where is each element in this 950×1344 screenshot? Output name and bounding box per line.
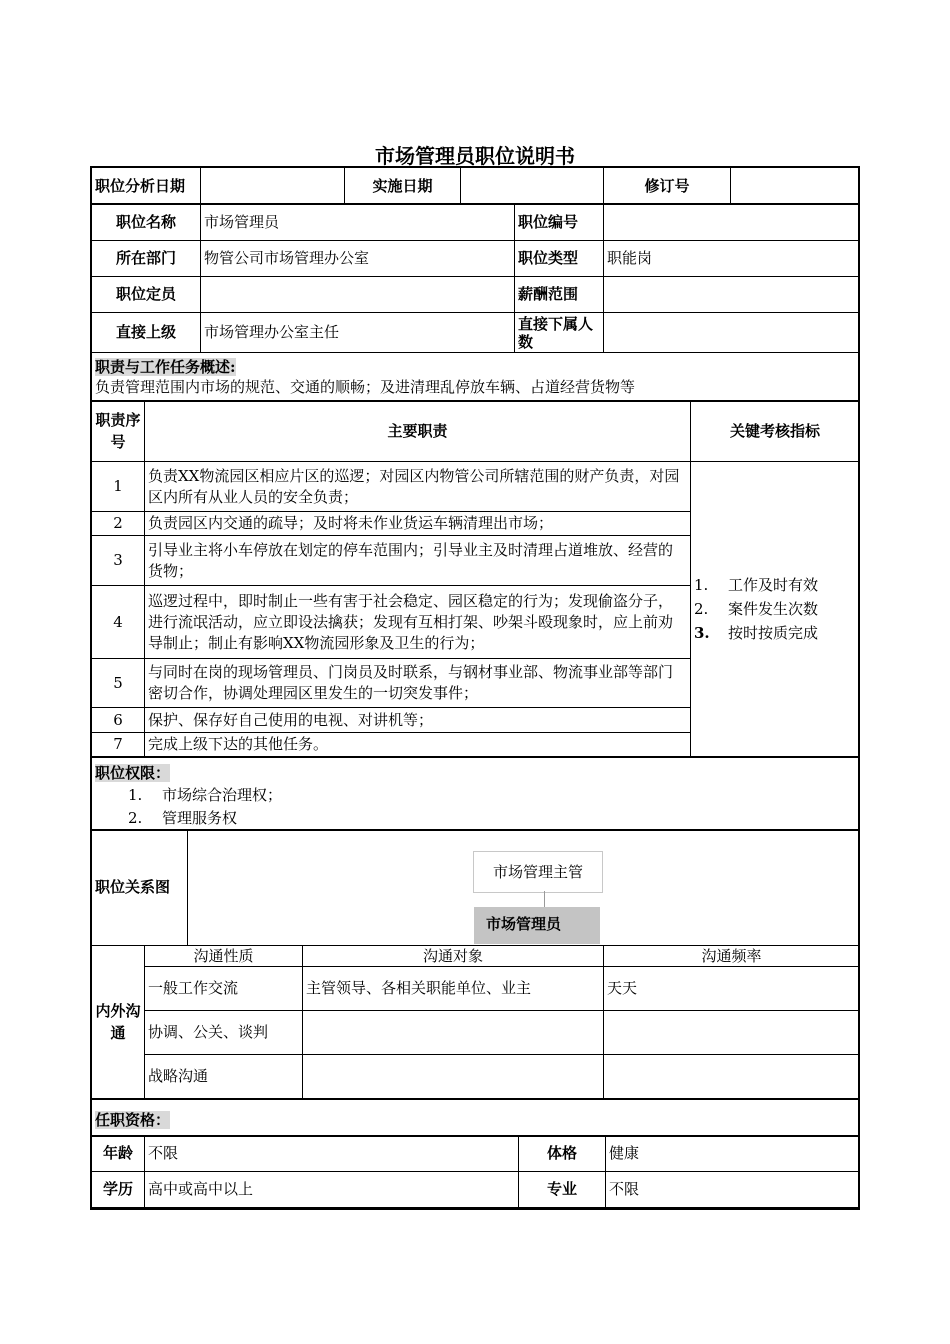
salary-range-value <box>604 277 860 313</box>
duty-text: 负责XX物流园区相应片区的巡逻；对园区内物管公司所辖范围的财产负责，对园区内所有从业人员的安全负责； <box>145 462 691 512</box>
duty-no: 2 <box>92 512 145 536</box>
kpi-header: 关键考核指标 <box>691 401 860 462</box>
duty-no-header: 职责序号 <box>92 401 145 462</box>
duty-no: 6 <box>92 708 145 733</box>
document-title: 市场管理员职位说明书 <box>375 144 575 168</box>
superior-label: 直接上级 <box>92 313 201 353</box>
duty-text: 负责园区内交通的疏导；及时将未作业货运车辆清理出市场； <box>145 512 691 536</box>
summary-label: 职责与工作任务概述: <box>95 358 236 376</box>
comm-nature: 协调、公关、谈判 <box>145 1011 303 1055</box>
effective-date-label: 实施日期 <box>345 168 461 205</box>
major-label: 专业 <box>519 1172 606 1208</box>
duty-text: 完成上级下达的其他任务。 <box>145 733 691 757</box>
headcount-value <box>201 277 515 313</box>
major-value: 不限 <box>606 1172 860 1208</box>
basic-info-table <box>91 204 860 353</box>
authority-label: 职位权限： <box>95 764 171 782</box>
duties-table <box>91 400 860 757</box>
comm-frequency: 天天 <box>604 967 860 1011</box>
age-value: 不限 <box>145 1136 519 1172</box>
relation-label: 职位关系图 <box>92 830 188 946</box>
position-name-label: 职位名称 <box>92 205 201 241</box>
header-table <box>91 167 860 205</box>
physique-value: 健康 <box>606 1136 860 1172</box>
duty-text: 与同时在岗的现场管理员、门岗员及时联系，与钢材事业部、物流事业部等部门密切合作，协调处理园区里发生的一切突发事件； <box>145 659 691 708</box>
analysis-date-field[interactable] <box>201 168 345 205</box>
qualification-section <box>91 1099 859 1137</box>
org-box-supervisor: 市场管理主管 <box>473 851 603 893</box>
kpi-item: 2. 案件发生次数 <box>694 600 819 618</box>
effective-date-field[interactable] <box>461 168 604 205</box>
subordinate-count-value <box>604 313 860 353</box>
comm-frequency-header: 沟通频率 <box>604 946 860 967</box>
kpi-item: 3. 按时按质完成 <box>694 624 819 642</box>
subordinate-count-label: 直接下属人数 <box>515 313 604 353</box>
duty-no: 1 <box>92 462 145 512</box>
superior-value: 市场管理办公室主任 <box>201 313 515 353</box>
authority-item: 2. 管理服务权 <box>128 809 238 827</box>
position-code-label: 职位编号 <box>515 205 604 241</box>
authority-item: 1. 市场综合治理权； <box>128 786 283 804</box>
physique-label: 体格 <box>519 1136 606 1172</box>
comm-target: 主管领导、各相关职能单位、业主 <box>303 967 604 1011</box>
position-code-value <box>604 205 860 241</box>
qualification-table <box>91 1135 860 1208</box>
qualification-label: 任职资格： <box>95 1111 171 1129</box>
summary-section <box>91 352 859 402</box>
duty-text: 引导业主将小车停放在划定的停车范围内；引导业主及时清理占道堆放、经营的货物； <box>145 536 691 586</box>
org-connector <box>544 891 545 907</box>
duty-no: 4 <box>92 586 145 659</box>
communication-label: 内外沟通 <box>92 946 145 1099</box>
duty-no: 7 <box>92 733 145 757</box>
authority-section <box>91 757 859 831</box>
position-name-value: 市场管理员 <box>201 205 515 241</box>
comm-frequency <box>604 1055 860 1099</box>
revision-label: 修订号 <box>604 168 731 205</box>
department-value: 物管公司市场管理办公室 <box>201 241 515 277</box>
education-value: 高中或高中以上 <box>145 1172 519 1208</box>
comm-nature: 一般工作交流 <box>145 967 303 1011</box>
comm-frequency <box>604 1011 860 1055</box>
kpi-cell <box>691 462 860 757</box>
duty-text: 巡逻过程中，即时制止一些有害于社会稳定、园区稳定的行为；发现偷盗分子，进行流氓活动，应立即设法擒获；发现有互相打架、吵架斗殴现象时，应上前劝导制止；制止有影响XX物流园形象及卫生的行为； <box>145 586 691 659</box>
main-duty-header: 主要职责 <box>145 401 691 462</box>
comm-target-header: 沟通对象 <box>303 946 604 967</box>
comm-nature: 战略沟通 <box>145 1055 303 1099</box>
duty-text: 保护、保存好自己使用的电视、对讲机等； <box>145 708 691 733</box>
duty-no: 5 <box>92 659 145 708</box>
education-label: 学历 <box>92 1172 145 1208</box>
comm-target <box>303 1055 604 1099</box>
communication-table <box>91 945 860 1099</box>
kpi-item: 1. 工作及时有效 <box>694 576 819 594</box>
headcount-label: 职位定员 <box>92 277 201 313</box>
position-type-label: 职位类型 <box>515 241 604 277</box>
position-type-value: 职能岗 <box>604 241 860 277</box>
age-label: 年龄 <box>92 1136 145 1172</box>
org-box-position: 市场管理员 <box>474 907 600 944</box>
revision-field[interactable] <box>731 168 860 205</box>
department-label: 所在部门 <box>92 241 201 277</box>
salary-range-label: 薪酬范围 <box>515 277 604 313</box>
comm-nature-header: 沟通性质 <box>145 946 303 967</box>
comm-target <box>303 1011 604 1055</box>
duty-no: 3 <box>92 536 145 586</box>
summary-text: 负责管理范围内市场的规范、交通的顺畅；及进清理乱停放车辆、占道经营货物等 <box>95 378 636 396</box>
analysis-date-label: 职位分析日期 <box>92 168 201 205</box>
